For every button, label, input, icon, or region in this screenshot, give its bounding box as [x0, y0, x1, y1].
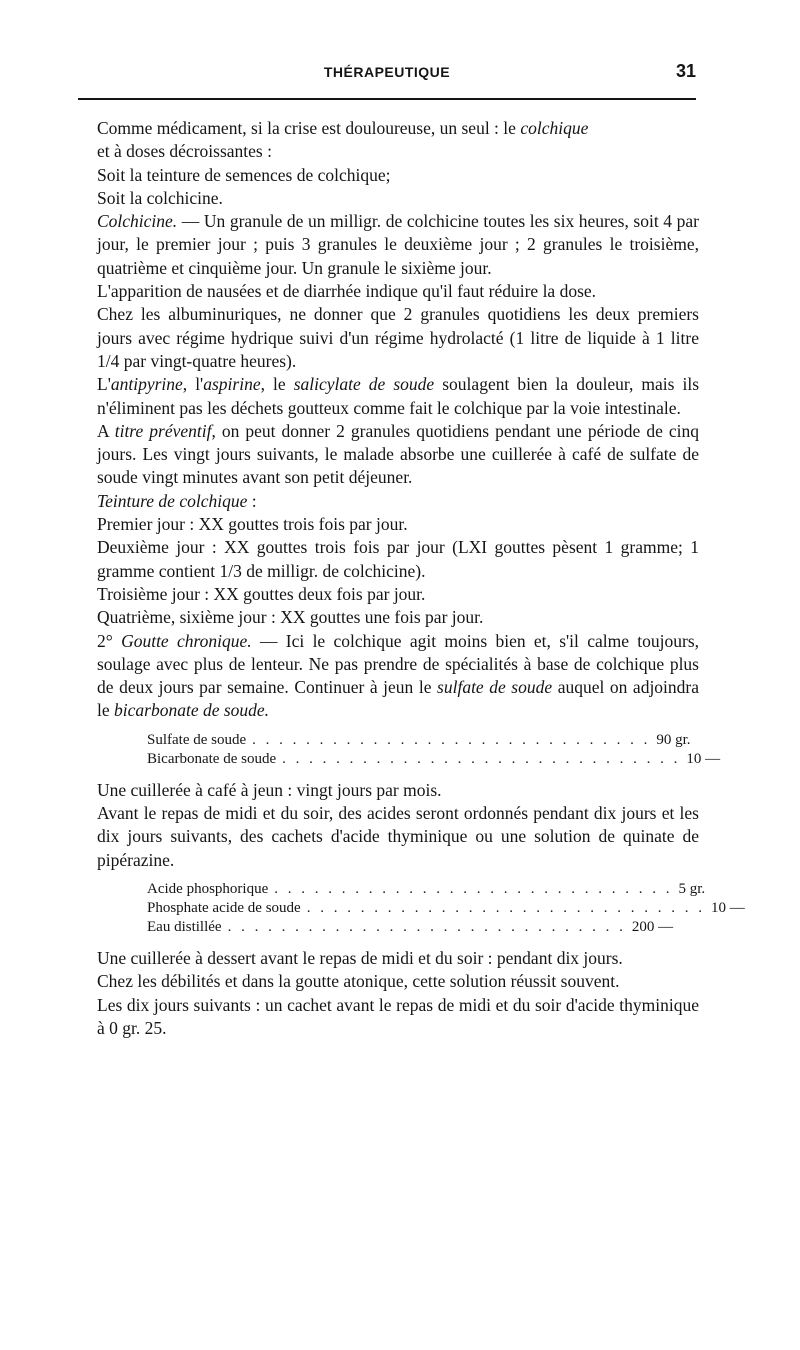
formula-row: Acide phosphorique . . . . . . . . . . . . . . . . . . . . . . . . . . . . . . 5 gr.: [147, 880, 706, 897]
tincture-heading: Teinture de colchique :: [97, 490, 257, 511]
leader-dots: . . . . . . . . . . . . . . . . . . . . . . . . . . . . . .: [227, 918, 626, 935]
dose-day-3: Troisième jour : XX gouttes deux fois par jour.: [97, 583, 426, 604]
page-header: [78, 58, 696, 88]
intro-line-2: et à doses décroissantes :: [97, 141, 272, 162]
nausea-paragraph: L'apparition de nausées et de diarrhée indique qu'il faut réduire la dose.: [97, 281, 597, 302]
dose-day-4: Quatrième, sixième jour : XX gouttes une fois par jour.: [97, 607, 484, 628]
acids-paragraph: Avant le repas de midi et du soir, des acides seront ordonnés pendant dix jours et les dix jours suivants, des cachets d'acide thyminique ou une solution de quinate de pipérazine.: [97, 803, 699, 870]
debility-paragraph: Chez les débilités et dans la goutte atonique, cette solution réussit souvent.: [97, 971, 620, 992]
formula-row: Sulfate de soude . . . . . . . . . . . . . . . . . . . . . . . . . . . . . . 90 gr.: [147, 731, 691, 748]
option-tincture: Soit la teinture de semences de colchique;: [97, 164, 391, 185]
leader-dots: . . . . . . . . . . . . . . . . . . . . . . . . . . . . . .: [306, 899, 705, 916]
leader-dots: . . . . . . . . . . . . . . . . . . . . . . . . . . . . . .: [282, 750, 681, 767]
formula-row: Phosphate acide de soude . . . . . . . . . . . . . . . . . . . . . . . . . . . . . . 10 —: [147, 899, 745, 916]
antipyrine-paragraph: L'antipyrine, l'aspirine, le salicylate de soude soulagent bien la douleur, mais ils n'éliminent pas les déchets goutteux comme fait le colchique par la voie intestinale.: [97, 374, 700, 418]
dose-day-2: Deuxième jour : XX gouttes trois fois par jour (LXI gouttes pèsent 1 gramme; 1 gramme contient 1/3 de milligr. de colchicine).: [97, 537, 699, 581]
colchicine-paragraph: Colchicine. — Un granule de un milligr. de colchicine toutes les six heures, soit 4 par jour, le premier jour ; puis 3 granules le deuxième jour ; 2 granules le troisième, quatrième et cinquième jour. Un granule le sixième jour.: [97, 211, 699, 278]
leader-dots: . . . . . . . . . . . . . . . . . . . . . . . . . . . . . .: [252, 731, 651, 748]
page-body: [97, 117, 745, 1040]
preventive-paragraph: A titre préventif, on peut donner 2 granules quotidiens pendant une période de cinq jours. Les vingt jours suivants, le malade absorbe une cuillerée à café de sulfate de soude vingt minutes avant son petit déjeuner.: [97, 420, 699, 488]
page-number: 31: [675, 61, 696, 81]
formula-sulfate: [97, 731, 721, 769]
formula-row: Bicarbonate de soude . . . . . . . . . . . . . . . . . . . . . . . . . . . . . . 10 —: [147, 750, 721, 767]
formula-row: Eau distillée . . . . . . . . . . . . . . . . . . . . . . . . . . . . . . 200 —: [147, 918, 674, 935]
chronic-gout-paragraph: 2° Goutte chronique. — Ici le colchique agit moins bien et, s'il calme toujours, soulage avec plus de lenteur. Ne pas prendre de spécialités à base de colchique plus de deux jours par semaine. Continuer à jeun le sulfate de soude auquel on adjoindra le bicarbonate de soude.: [97, 630, 700, 721]
dose-day-1: Premier jour : XX gouttes trois fois par jour.: [97, 514, 408, 535]
albuminuric-paragraph: Chez les albuminuriques, ne donner que 2 granules quotidiens les deux premiers jours avec régime hydrique suivi d'un régime hydrolacté (1 litre de liquide à 1 litre 1/4 par vingt-quatre heures).: [97, 304, 699, 371]
following-days-paragraph: Les dix jours suivants : un cachet avant le repas de midi et du soir d'acide thyminique à 0 gr. 25.: [97, 994, 699, 1038]
formula-phosphoric: [97, 880, 745, 937]
option-colchicine: Soit la colchicine.: [97, 187, 223, 208]
leader-dots: . . . . . . . . . . . . . . . . . . . . . . . . . . . . . .: [274, 880, 673, 897]
header-rule: [78, 98, 696, 100]
dessert-spoon-paragraph: Une cuillerée à dessert avant le repas de midi et du soir : pendant dix jours.: [97, 947, 623, 968]
intro-paragraph: Comme médicament, si la crise est douloureuse, un seul : le colchique: [97, 118, 589, 138]
running-title: THÉRAPEUTIQUE: [323, 64, 451, 80]
spoon-paragraph: Une cuillerée à café à jeun : vingt jours par mois.: [97, 779, 442, 800]
